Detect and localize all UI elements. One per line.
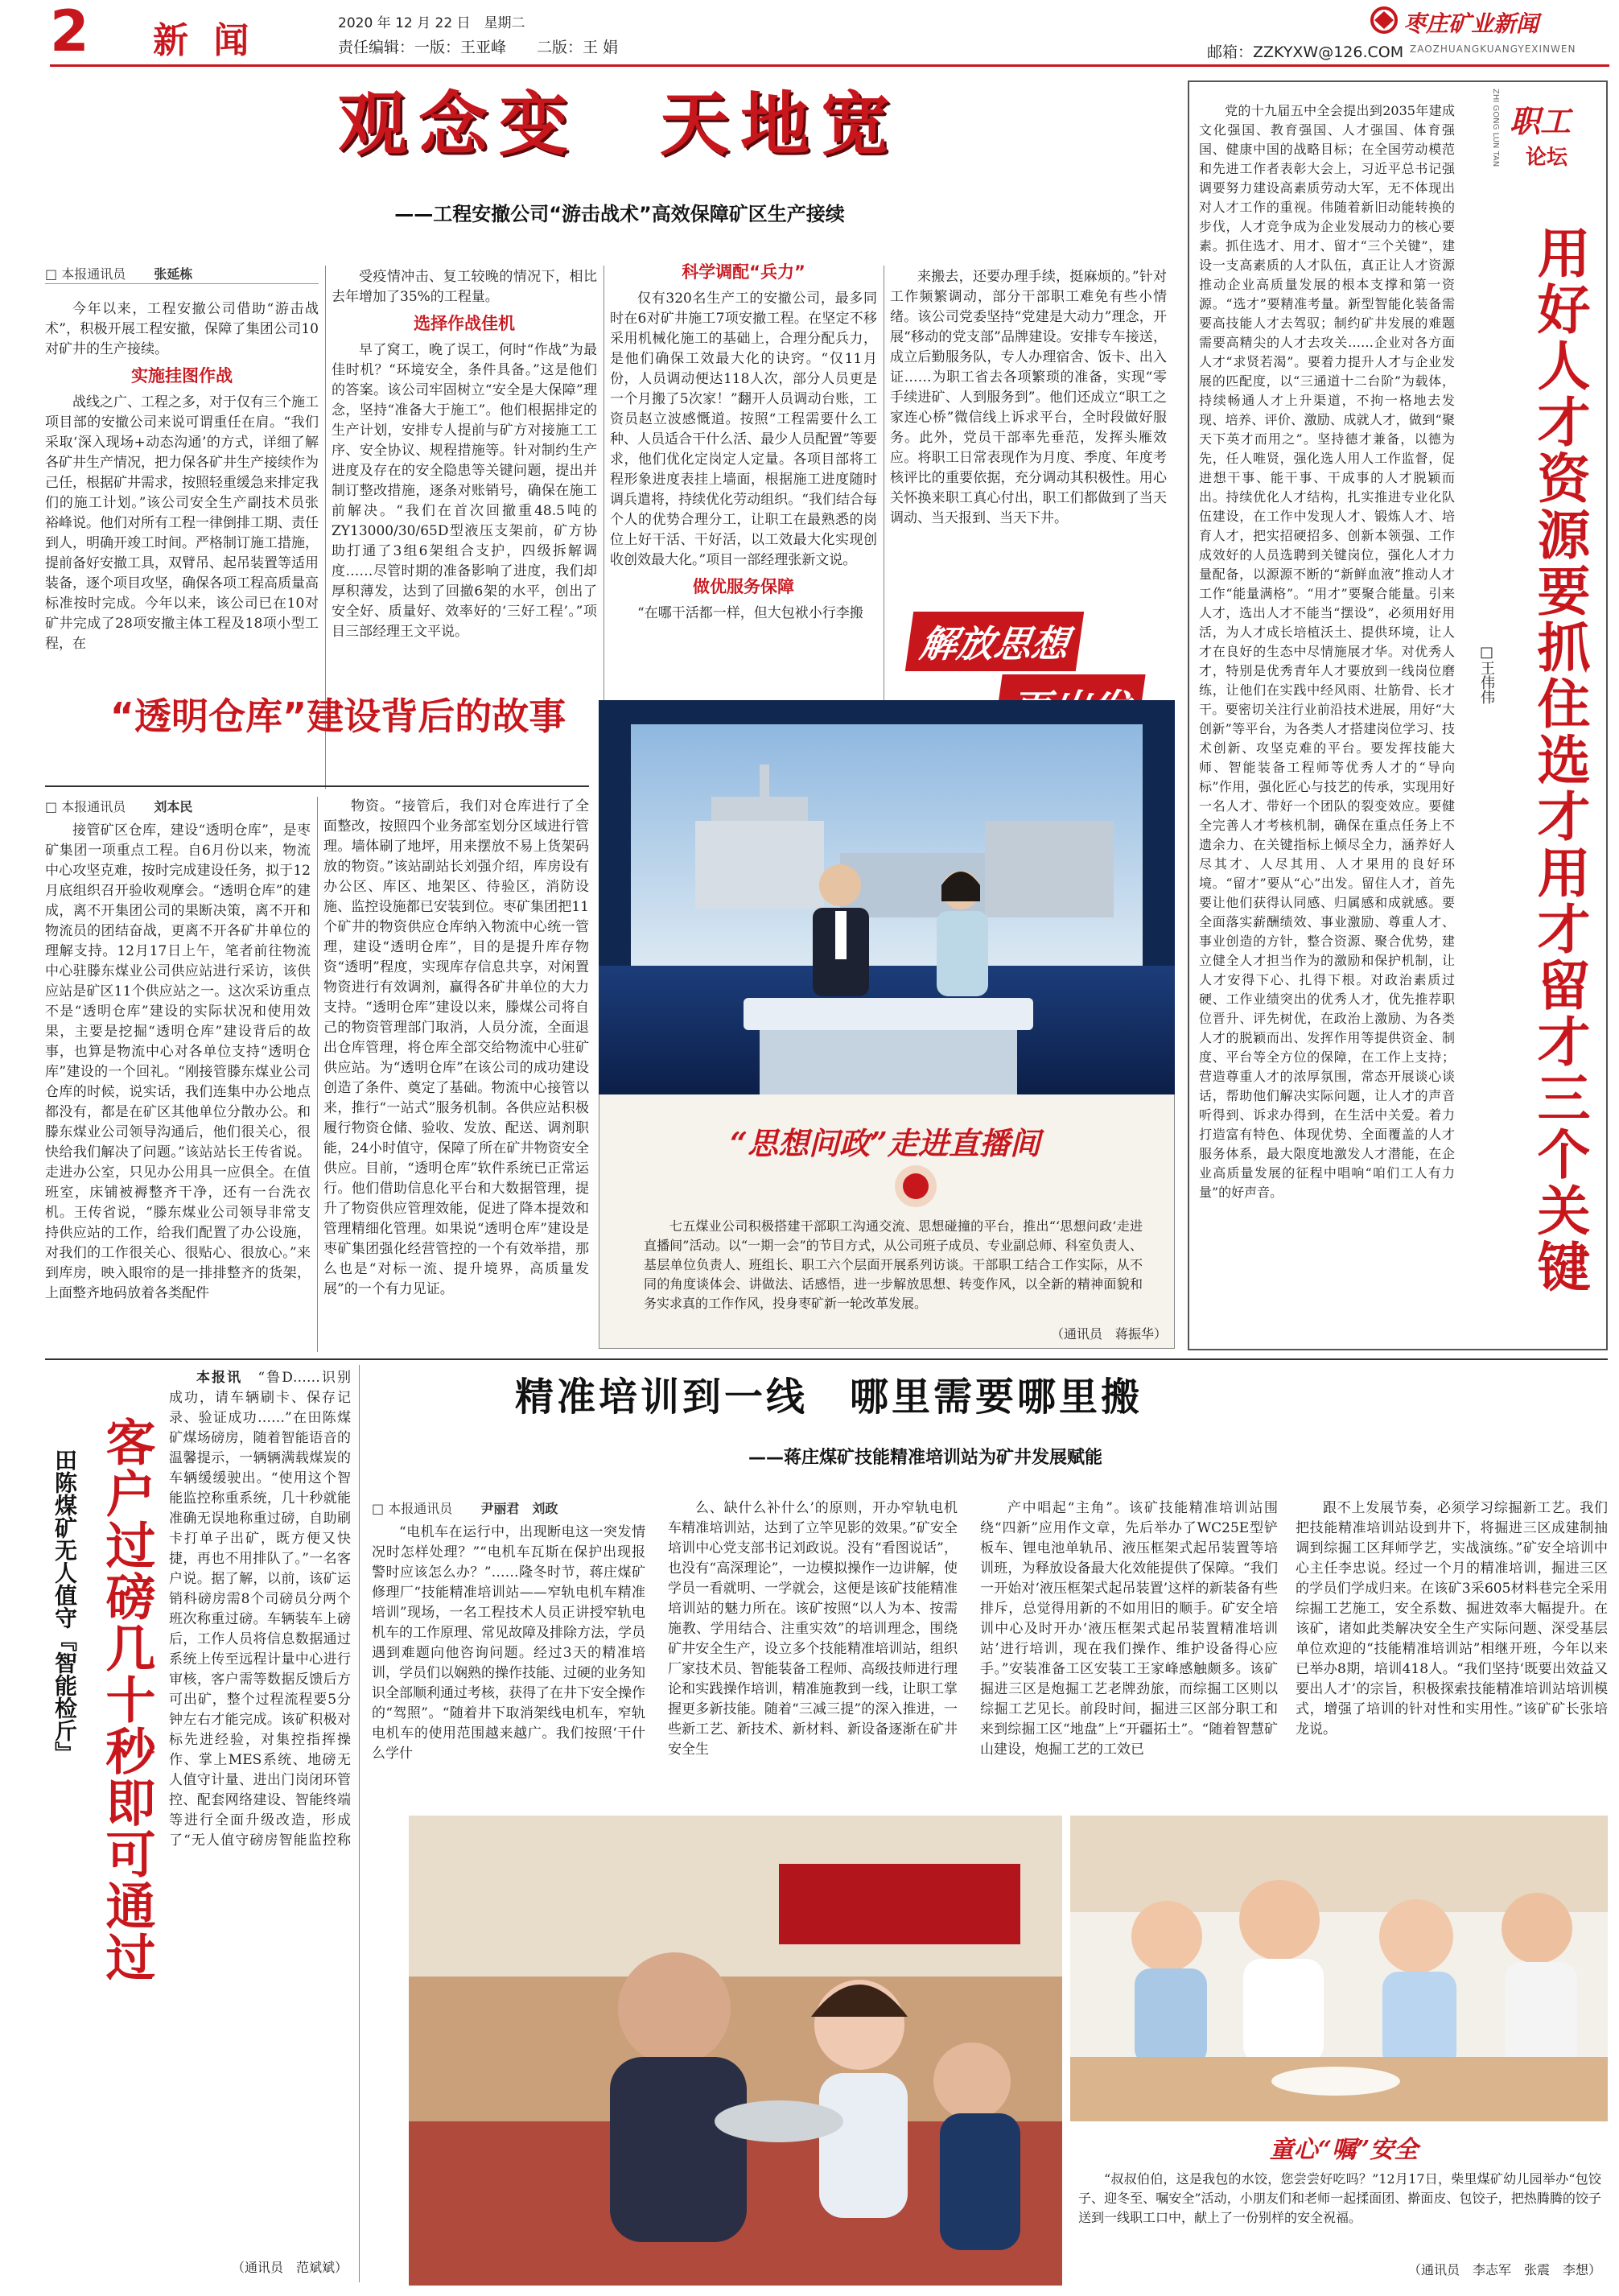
article1-column-3: 科学调配“兵力” 仅有320名生产工的安撤公司，最多同时在6对矿井施工7项安撤工程。在坚定不移采用机械化施工的基础上，合理分配兵力，是他们确保工效最大化的诀窍。“仅11月份，人员调动便达118人次，部分人员更是一个月搬了5次家！”翻开人员调动台账，工资员赵立波感慨道。按照“工程需要什么工种、人员适合干什么活、最少人员配置”等要求，他们优化定岗定人定量。各项目部将工程形象进度表挂上墙面，根据施工进度随时调兵遣将，持续优化劳动组织。“我们结合每个人的优势合理分工，让职工在最熟悉的岗位上好干活、干好活，以工效最大化实现创收创效最大化。”项目一部经理张新文说。 做优服务保障 “在哪干活都一样，但大包袱小行李搬: [610, 262, 877, 621]
article1-subtitle: ——工程安撤公司“游击战术”高效保障矿区生产接续: [394, 203, 845, 225]
byline-box-icon: □: [45, 266, 58, 282]
article1-subhead-4: 做优服务保障: [693, 577, 794, 596]
training-subtitle: ——蒋庄煤矿技能精准培训站为矿井发展赋能: [748, 1448, 1102, 1468]
masthead-logo: [1368, 6, 1609, 35]
forum-tag-pinyin: ZHI GONG LUN TAN: [1491, 89, 1500, 167]
broadcast-caption: 七五煤业公司积极搭建干部职工沟通交流、思想碰撞的平台，推出“‘思想问政’走进直播间”活动。以“一期一会”的节目方式，从公司班子成员、专业副总师、科室负责人、基层单位负责人、班组长、职工六个层面开展系列访谈。干部职工结合工作实际，从不同的角度谈体会、讲做法、话感悟，进一步解放思想、转变作风，以全新的精神面貌和务实求真的工作作风，投身枣矿新一轮改革发展。: [644, 1218, 1143, 1311]
forum-body: 党的十九届五中全会提出到2035年建成文化强国、教育强国、人才强国、体育强国、健康中国的战略目标；在全国劳动模范和先进工作者表彰大会上，习近平总书记强调要努力建设高素质劳动大军，无不体现出对人才工作的重视。伟随着新旧动能转换的步伐，人才竞争成为企业发展动力的核心要素。抓住选才、用才、留才“三个关键”，建设一支高素质的人才队伍，真正让人才资源推动企业高质量发展的根本支撑和第一资源。“选才”要精准考量。新型智能化装备需要高技能人才去驾驭；制约矿井发展的难题需要高精尖的人才去攻关……企业对各方面人才“求贤若渴”。要着力提升人才与企业发展的匹配度，以“三通道十二台阶”为载体，持续畅通人才上升渠道，不拘一格地去发现、培养、评价、激励、成就人才，做到“聚天下英才而用之”。坚持德才兼备，以德为先，任人唯贤，强化选人用人工作监督，促进想干事、能干事、干成事的人才脱颖而出。持续优化人才结构，扎实推进专业化队伍建设，在工作中发现人才、锻炼人才、培育人才，把实招硬招多、创新本领强、工作成效好的人员选聘到关键岗位，强化人才力量配备，以源源不断的“新鲜血液”推动人才工作“能量满格”。“用才”要聚合能量。引来人才，选出人才不能当“摆设”，必须用好用活，为人才成长培植沃土、提供环境，让人才在良好的生态中尽情施展才华。对优秀人才，特别是优秀青年人才要放到一线岗位磨练，让他们在实践中经风雨、壮筋骨、长才干。要密切关注行业前沿技术进展，用好“大创新”等平台，为各类人才搭建岗位学习、技术创新、攻坚克难的平台。要发挥技能大师、智能装备工程师等优秀人才的“导向标”作用，强化匠心与技艺的传承，实现用好一名人才、带好一个团队的裂变效应。要健全完善人才考核机制，确保在重点任务上不遗余力、在关键指标上倾尽全力，涵养好人尽其才、人尽其用、人才果用的良好环境。“留才”要从“心”出发。留住人才，首先要让他们获得认同感、归属感和成就感。要全面落实薪酬绩效、事业激励、尊重人才、事业创造的方针，整合资源、聚合优势，建立健全人才担当作为的激励和保护机制，让人才安得下心、扎得下根。对政治素质过硬、工作业绩突出的优秀人才，优先推荐职位晋升、评先树优，在政治上激励、为各类人才的脱颖而出、发挥作用等提供资金、制度、平台等全方位的保障，在工作上支持；营造尊重人才的浓厚氛围，常态开展谈心谈话，帮助他们解决实际问题，让人才的声音听得到、诉求办得到，在生活中关爱。着力打造富有特色、体现优势、全面覆盖的人才服务体系，最大限度地激发人才潜能，在企业高质量发展的征程中唱响“咱们工人有力量”的好声音。: [1199, 103, 1455, 1200]
editor-line: 责任编辑：一版：王亚峰 二版：王 娟: [338, 39, 619, 56]
unmanned-credit: （通讯员 范斌斌）: [231, 2260, 348, 2275]
page-header: [0, 0, 1619, 66]
dumpling-worker-photo: [409, 1816, 1062, 2286]
article2-byline: □ 本报通讯员 刘本民: [45, 799, 193, 814]
training-column-2: 么、缺什么补什么’的原则，开办窄轨电机车精准培训站，达到了立竿见影的效果。”矿安全培训中心党支部书记刘政说。没有“看图说话”，也没有“高深理论”，一边模拟操作一边讲解，使学员一看就明、一学就会，这便是该矿技能精准培训站的魅力所在。该矿按照“以人为本、按需施教、学用结合、注重实效”的培训理念，围绕矿井安全生产，设立多个技能精准培训站，组织厂家技术员、智能装备工程师、高级技师进行理论和实践操作培训，精准施教到一线，让职工掌握更多新技能。随着“三减三提”的深入推进，一些新工艺、新技术、新材料、新设备逐渐在矿井安全生: [668, 1500, 958, 1758]
forum-author: □王伟伟: [1478, 644, 1495, 704]
article1-subhead-3: 科学调配“兵力”: [682, 262, 805, 282]
studio-scene-image: [599, 700, 1175, 1094]
article1-byline: □ 本报通讯员 张延栋: [45, 266, 193, 282]
byline-box-icon: □: [372, 1501, 385, 1516]
training-column-3: 产中唱起“主角”。该矿技能精准培训站围绕“四新”应用作文章，先后举办了WC25E型铲板车、锂电池单轨吊、液压框架式起吊装置等培训班，为释放设备最大化效能提供了保障。“我们一开始对‘液压框架式起吊装置’这样的新装备有些排斥，总觉得用新的不如用旧的顺手。矿安全培训中心及时开办‘液压框架式起吊装置精准培训站’进行培训，现在我们操作、维护设备得心应手。”安装准备工区安装工王家峰感触颇多。该矿掘进三区是炮掘工艺老牌劲旅，而综掘工区则以综掘工艺见长。前段时间，掘进三区部分职工和来到综掘工区“地盘”上“开疆拓土”。“随着智慧矿山建设，炮掘工艺的工效已: [980, 1500, 1278, 1758]
broadcast-studio-photo: [599, 700, 1175, 1094]
forum-title: 用好人才资源要抓住选才用才留才三个关键: [1528, 225, 1590, 1296]
column-divider: [359, 1365, 360, 2282]
training-column-1: “电机车在运行中，出现断电这一突发情况时怎样处理？”“电机车瓦斯在保护出现报警时应该怎么办？”……隆冬时节，蒋庄煤矿修理厂“技能精准培训站——窄轨电机车精准培训”现场，一名工程技术人员正讲授窄轨电机车的工作原理、常见故障及排除方法，学员遇到难题向他咨询问题。经过3天的精准培训，学员们以娴熟的操作技能、过硬的业务知识全部顺利通过考核，获得了在井下安全操作的“驾照”。“随着井下取消架线电机车，窄轨电机车的使用范围越来越广。我们按照‘干什么学什: [372, 1524, 645, 1762]
page-number: 2: [50, 0, 89, 64]
article1-column-2: 受疫情冲击、复工较晚的情况下，相比去年增加了35%的工程量。 选择作战佳机 早了窝工，晚了误工，何时“作战”为最佳时机？“环境安全，条件具备。”这是他们的答案。该公司牢固树立“安全是大保障”理念，坚持“准备大于施工”。他们根据排定的生产计划，安排专人提前与矿方对接施工工序、安全协议、规程措施等。针对制约生产进度及存在的安全隐患等关键问题，提出并制订整改措施，逐条对账销号，确保在施工前解决。“我们在首次回撤重48.5吨的ZY13000/30/65D型液压支架前，矿方协助打通了3组6架组合支护，四级拆解调度……尽管时期的准备影响了进度，我们却厚积薄发，达到了回撤6架的水平，创出了安全好、质量好、效率好的‘三好工程’。”项目三部经理王文平说。: [332, 269, 597, 640]
byline-rule: [45, 283, 319, 284]
kindergarten-photo: [1070, 1816, 1608, 2121]
article1-column-1: 今年以来，工程安撤公司借助“游击战术”，积极开展工程安撤，保障了集团公司10对矿井的生产接续。 实施挂图作战 战线之广、工程之多，对于仅有三个施工项目部的安撤公司来说可谓重任在肩。“我们采取‘深入现场+动态沟通’的方式，详细了解各矿井生产情况，把力保各矿井生产接续作为己任，根据矿井需求，按照轻重缓急来排定我们的施工计划。”该公司安全生产副技术员张裕峰说。他们对所有工程一律倒排工期、责任到人，明确开竣工时间。严格制订施工措施，提前备好安撤工具，双臂吊、起吊装置等适用装备，逐个项目攻坚，确保各项工程高质量高标准按时完成。今年以来，该公司已在10对矿井完成了28项安撤主体工程及18项小型工程，在: [45, 301, 319, 652]
children-making-dumplings-image: [1070, 1816, 1608, 2121]
section-divider: [45, 1358, 1608, 1360]
training-title: 精准培训到一线 哪里需要哪里搬: [514, 1375, 1143, 1420]
unmanned-body: 本报讯 “鲁D……识别成功，请车辆刷卡、保存记录、验证成功……”在田陈煤矿煤场磅房，随着智能语音的温馨提示，一辆辆满载煤炭的车辆缓缓驶出。“使用这个智能监控称重系统，几十秒就能准确无误地称重过磅，自助刷卡打单子出矿，既方便又快捷，再也不用排队了。”一名客户说。据了解，以前，该矿运销科磅房需8个司磅员分两个班次称重过磅。车辆装车上磅后，工作人员将信息数据通过系统上传至远程计量中心进行审核，客户需等数据反馈后方可出矿，整个过程流程要5分钟左右才能完成。该矿积极对标先进经验，对集控指挥操作、掌上MES系统、地磅无人值守计量、进出门岗闭环管控、配套网络建设、智能终端等进行全面升级改造，形成了“无人值守磅房智能监控称: [169, 1370, 351, 1849]
email-line: 邮箱：ZZKYXW@126.COM: [1207, 43, 1404, 61]
date-line: 2020 年 12 月 22 日 星期二: [338, 15, 525, 31]
training-column-4: 跟不上发展节奏，必须学习综掘新工艺。我们把技能精准培训站设到井下，将掘进三区成建制抽调到综掘工区拜师学艺，实战演练。”矿安全培训中心主任李忠说。经过一个月的精准培训，掘进三区的学员们学成归来。在该矿3采605材料巷完全采用综掘工艺施工，安全系数、掘进效率大幅提升。在该矿，诸如此类解决安全生产实际问题、深受基层单位欢迎的“技能精准培训站”相继开班，今年以来已举办8期，培训418人。“我们坚持‘既要出效益又要出人才’的宗旨，积极探索技能精准培训站培训模式，增强了培训的针对性和实用性。”该矿矿长张培龙说。: [1296, 1500, 1608, 1737]
article2-top-rule: [45, 785, 589, 787]
training-byline: □ 本报通讯员 尹丽君 刘政: [372, 1501, 558, 1516]
column-divider: [317, 797, 318, 1352]
broadcast-banner-icon: [892, 1162, 940, 1210]
kids-banner: 童心“嘱”安全: [1269, 2136, 1419, 2164]
masthead-title: 枣庄矿业新闻: [1403, 10, 1539, 37]
article1-subhead-2: 选择作战佳机: [414, 314, 515, 333]
logo-icon: [1368, 6, 1400, 34]
section-title: 新 闻: [153, 20, 256, 61]
broadcast-banner: “思想问政”走进直播间: [730, 1125, 1040, 1161]
badge-line-1: 解放思想: [905, 612, 1084, 671]
article1-subhead-1: 实施挂图作战: [131, 366, 233, 385]
unmanned-title: 客户过磅几十秒即可通过: [97, 1416, 156, 1983]
article2-column-1: 接管矿区仓库，建设“透明仓库”，是枣矿集团一项重点工程。自6月份以来，物流中心攻坚克难，按时完成建设任务，拟于12月底组织召开验收观摩会。“透明仓库”的建成，离不开集团公司的果断决策，离不开和物流员的团结奋战，更离不开各矿井单位的理解支持。12月17日上午，笔者前往物流中心驻滕东煤业公司供应站进行采访，该供应站是矿区11个供应站之一。这次采访重点不是“透明仓库”建设的实际状况和使用效果，主要是挖掘“透明仓库”建设背后的故事，也算是物流中心对各单位支持“透明仓库”建设的一个回礼。“刚接管滕东煤业公司仓库的时候，说实话，我们连集中办公地点都没有，都是在矿区其他单位分散办公。和滕东煤业公司领导沟通后，他们很关心，很快给我们解决了问题。”该站站长王传省说。走进办公室，只见办公用具一应俱全。在值班室，床铺被褥整齐干净，还有一台洗衣机。王传省说，“滕东煤业公司领导非常支持供应站的工作，给我们配置了办公设施，对我们的工作很关心、很贴心、很放心。”来到库房，映入眼帘的是一排排整齐的货架，上面整齐地码放着各类配件: [45, 822, 311, 1301]
kids-credit: （通讯员 李志军 张震 李想）: [1407, 2262, 1601, 2277]
forum-tag: 职工 论坛: [1510, 103, 1572, 170]
article1-column-4: 来搬去，还要办理手续，挺麻烦的。”针对工作频繁调动，部分干部职工难免有些小情绪。该公司党委坚持“党建是大动力”理念，开展“移动的党支部”品牌建设。安排专车接送，成立后勤服务队，专人办理宿舍、饭卡、出入证……为职工省去各项繁琐的准备，实现“零手续进矿、人到服务到”。他们还成立“职工之家连心桥”微信线上诉求平台，全时段做好服务。此外，党员干部率先垂范，发挥头雁效应。将职工日常表现作为月度、季度、年度考核评比的重要依据，充分调动其积极性。用心关怀换来职工真心付出，职工们都做到了当天调动、当天报到、当天下井。: [890, 269, 1167, 526]
worker-eating-dumpling-image: [409, 1816, 1062, 2286]
article1-title: 观念变 天地宽: [338, 85, 901, 165]
byline-box-icon: □: [45, 799, 58, 814]
unmanned-body-tail: [45, 1996, 351, 2277]
header-divider: [50, 64, 1609, 67]
masthead-pinyin: ZAOZHUANGKUANGYEXINWEN: [1410, 43, 1576, 55]
byline-box-icon: □: [1478, 644, 1495, 661]
broadcast-credit: （通讯员 蒋振华）: [1050, 1326, 1167, 1342]
unmanned-subtitle: 田陈煤矿无人值守『智能检斤』: [51, 1449, 78, 1764]
article2-title: “透明仓库”建设背后的故事: [109, 695, 566, 738]
kids-caption: “叔叔伯伯，这是我包的水饺，您尝尝好吃吗？”12月17日，柴里煤矿幼儿园举办“包饺子、迎冬至、嘱安全”活动，小朋友们和老师一起揉面团、擀面皮、包饺子，把热腾腾的饺子送到一线职工口中，献上了一份别样的安全祝福。: [1078, 2171, 1601, 2225]
article2-column-2: 物资。“接管后，我们对仓库进行了全面整改，按照四个业务部室划分区域进行管理。墙体刷了地坪，用来摆放不易上货架码放的物资。”该站副站长刘强介绍，库房设有办公区、库区、地架区、待验区，消防设施、监控设施都已安装到位。枣矿集团把11个矿井的物资供应仓库纳入物流中心统一管理，建设“透明仓库”，目的是提升库存物资“透明”程度，实现库存信息共享，对闲置物资进行有效调剂，赢得各矿井单位的大力支持。“透明仓库”建设以来，滕煤公司将自己的物资管理部门取消，人员分流，全面退出仓库管理，将仓库全部交给物流中心驻矿供应站。为“透明仓库”在该公司的成功建设创造了条件、奠定了基础。物流中心接管以来，推行“一站式”服务机制。各供应站积极履行物资仓储、验收、发放、配送、调剂职能，24小时值守，保障了所在矿井物资安全供应。目前，“透明仓库”软件系统已正常运行。他们借助信息化平台和大数据管理，提升了物资供应管理效能，促进了降本提效和管理精细化管理。如果说“透明仓库”建设是枣矿集团强化经营管控的一个有效举措，那么也是“对标一流、提升境界，高质量发展”的一个有力见证。: [323, 798, 589, 1297]
